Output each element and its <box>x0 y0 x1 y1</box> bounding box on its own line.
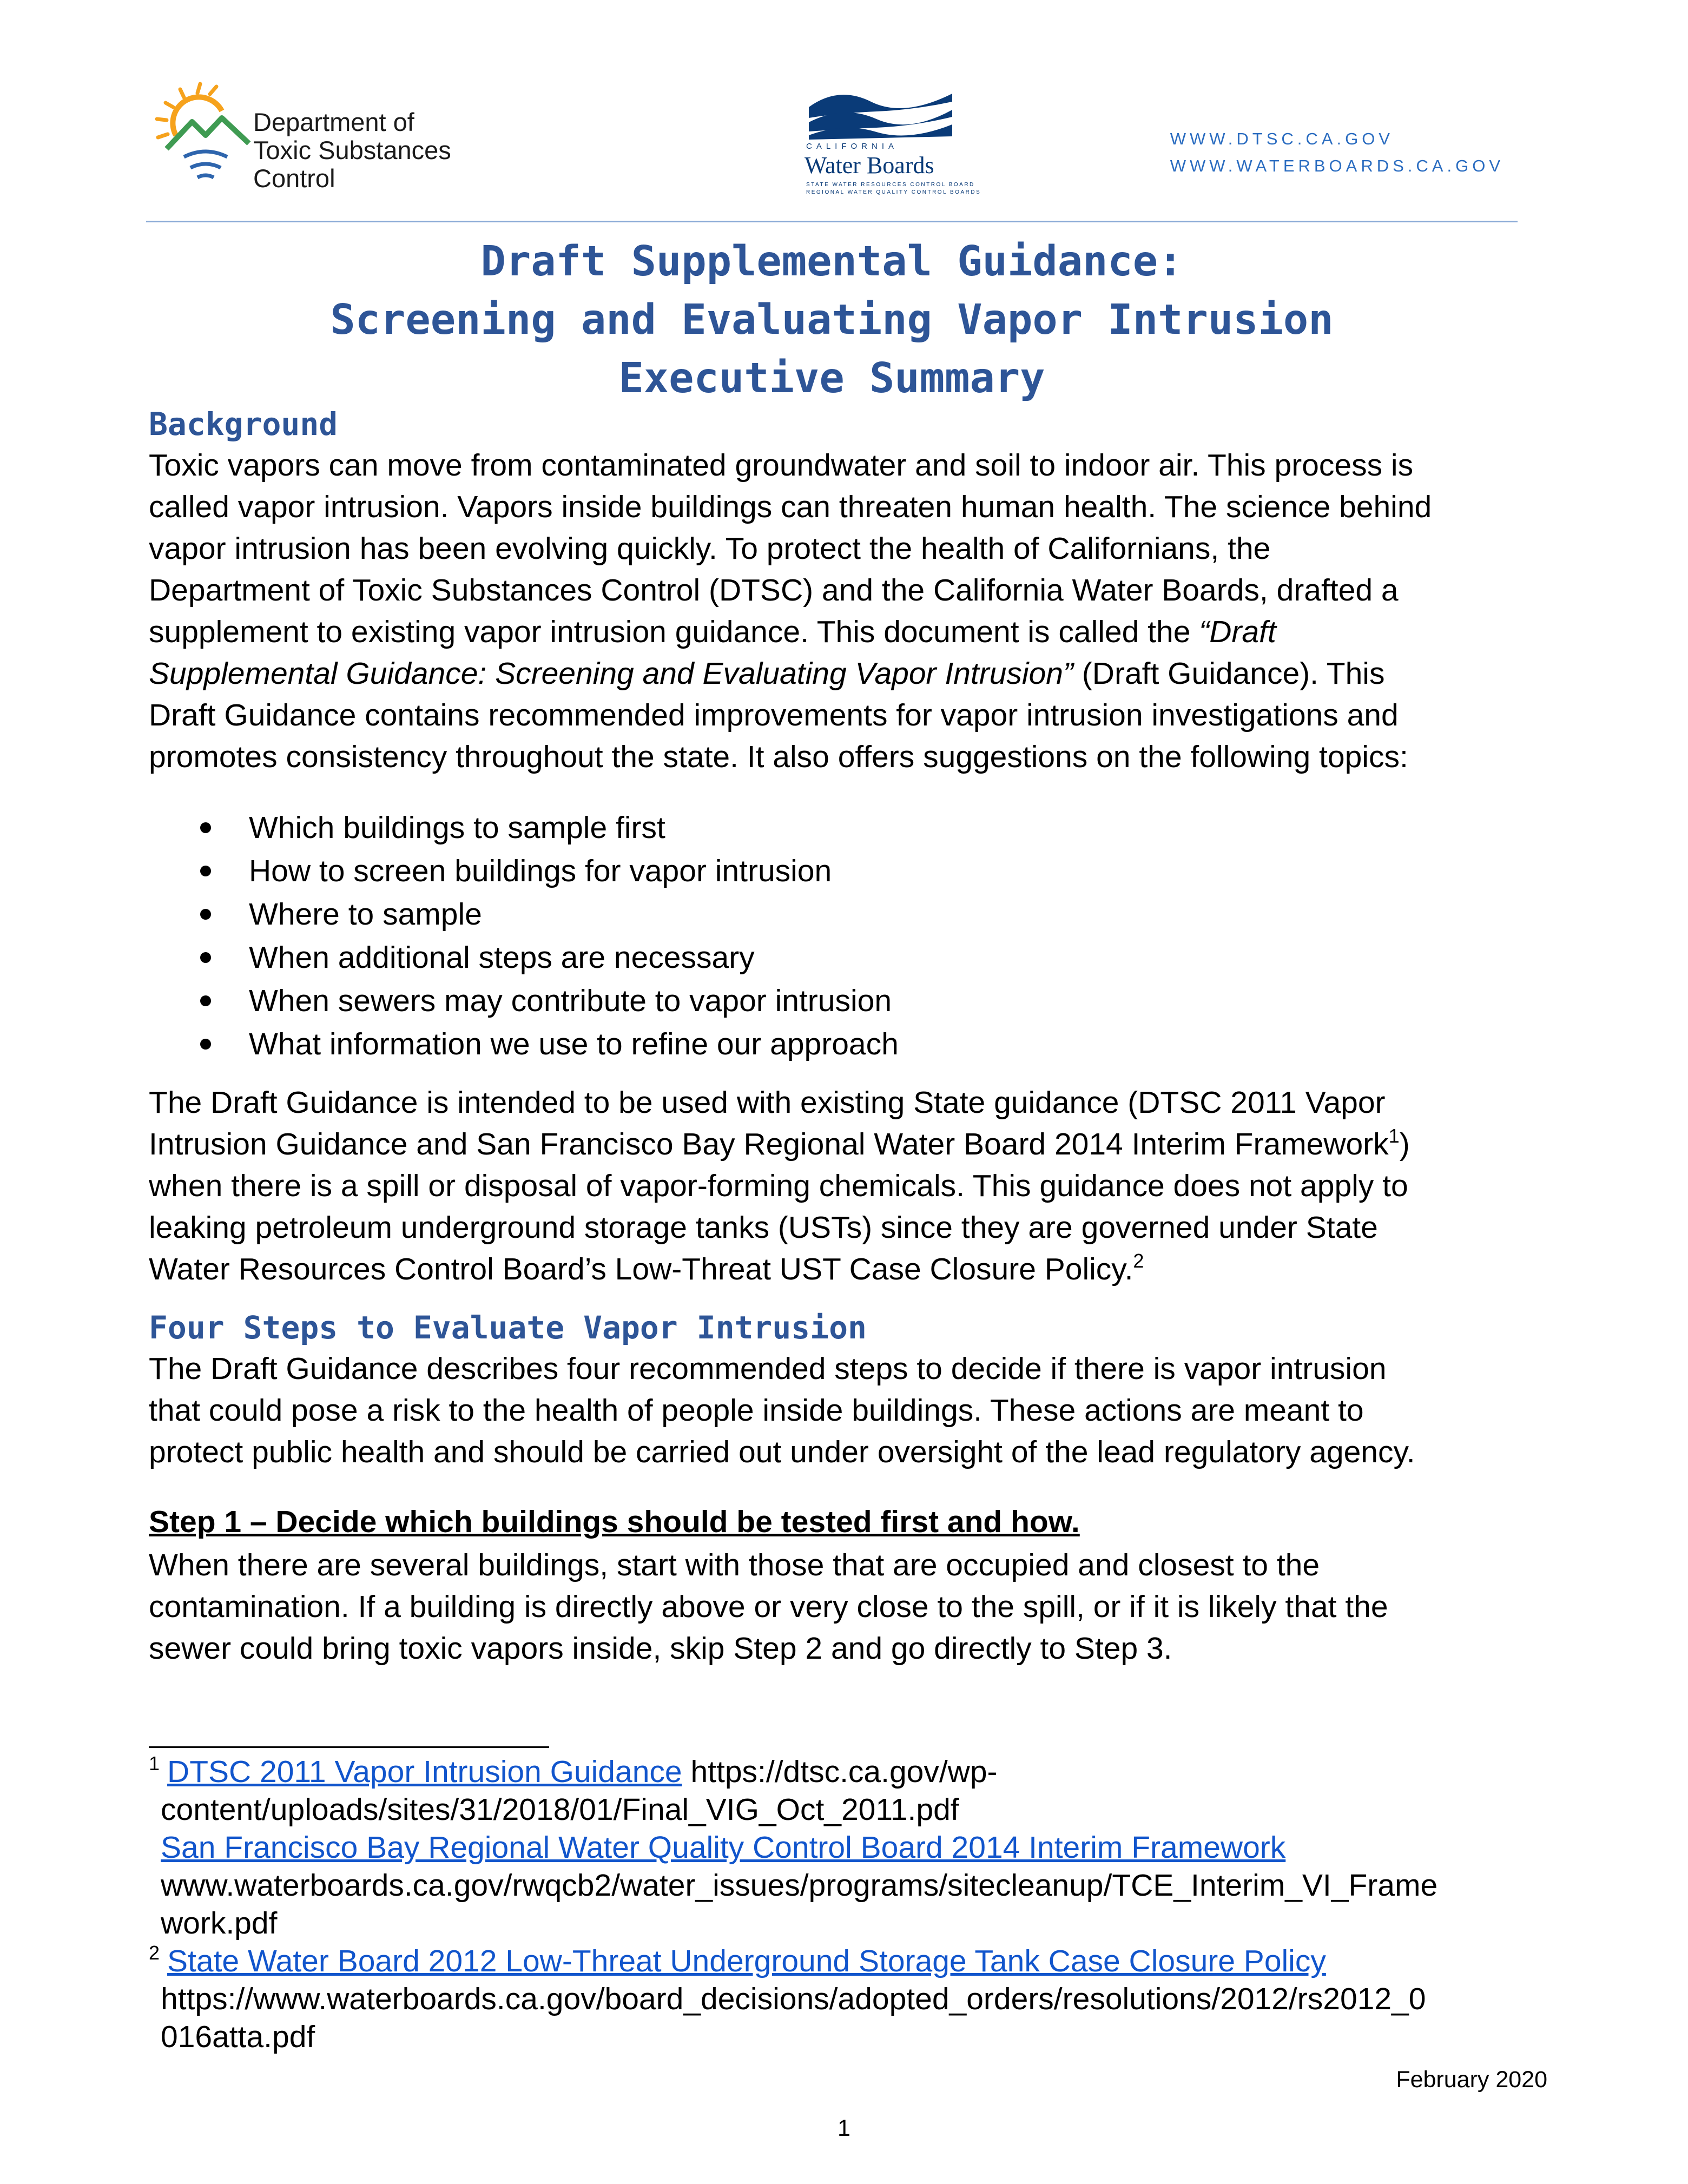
page-number: 1 <box>838 2115 850 2141</box>
list-item-text: When additional steps are necessary <box>249 940 755 975</box>
waterboards-url[interactable]: WWW.WATERBOARDS.CA.GOV <box>1170 156 1504 175</box>
title-line: Screening and Evaluating Vapor Intrusion <box>330 296 1334 344</box>
list-item <box>149 849 899 893</box>
dtsc-name-line: Control <box>253 164 335 193</box>
footnote-ref[interactable]: 2 <box>1133 1250 1144 1272</box>
footnote-url: work.pdf <box>161 1906 278 1941</box>
document-date: February 2020 <box>1396 2067 1547 2093</box>
bullet-icon <box>200 909 211 920</box>
dtsc-url[interactable]: WWW.DTSC.CA.GOV <box>1170 129 1394 148</box>
bullet-icon <box>200 952 211 963</box>
step1-paragraph: When there are several buildings, start with those that are occupied and closest to the contamination. If a building is directly above or very close to the spill, or if it is likely that the sewer could bring toxic vapors inside, skip Step 2 and go directly to Step 3. <box>149 1548 1388 1666</box>
list-item <box>149 806 899 849</box>
footnote-link[interactable]: DTSC 2011 Vapor Intrusion Guidance <box>167 1754 682 1789</box>
paragraph-italic-title: “Draft Supplemental Guidance: Screening and Evaluating Vapor Intrusion” <box>149 615 1276 691</box>
dtsc-name-line: Toxic Substances <box>253 136 451 164</box>
list-item <box>149 893 899 936</box>
list-item-text: When sewers may contribute to vapor intrusion <box>249 984 892 1018</box>
list-item-text: Where to sample <box>249 897 482 932</box>
bullet-icon <box>200 1039 211 1050</box>
list-item <box>149 979 899 1022</box>
footnote-url: content/uploads/sites/31/2018/01/Final_VIG_Oct_2011.pdf <box>161 1792 959 1827</box>
four-steps-heading: Four Steps to Evaluate Vapor Intrusion <box>149 1309 867 1346</box>
bullet-icon <box>200 822 211 833</box>
footnote-number: 1 <box>149 1752 160 1774</box>
list-item-text: Which buildings to sample first <box>249 810 665 845</box>
list-item-text: How to screen buildings for vapor intrusion <box>249 854 832 888</box>
wb-subtitle-line: STATE WATER RESOURCES CONTROL BOARD <box>806 182 975 188</box>
background-paragraph-2 <box>149 1082 1534 1290</box>
list-item-text: What information we use to refine our approach <box>249 1027 899 1061</box>
bullet-icon <box>200 995 211 1006</box>
paragraph-text: (Draft Guidance). This Draft Guidance contains recommended improvements for vapor intrusion investigations and promotes consistency throughout the state. It also offers suggestions on the following topics: <box>149 656 1408 774</box>
topics-list <box>149 806 899 1066</box>
footnote-url: www.waterboards.ca.gov/rwqcb2/water_issues/programs/sitecleanup/TCE_Interim_VI_Frame <box>161 1868 1438 1903</box>
title-line: Executive Summary <box>618 354 1045 403</box>
dtsc-logo-text <box>253 108 451 193</box>
wb-subtitle <box>806 181 981 196</box>
footnote-ref[interactable]: 1 <box>1388 1125 1400 1147</box>
header-divider <box>146 221 1518 222</box>
bullet-icon <box>200 866 211 876</box>
dtsc-name-line: Department of <box>253 108 414 136</box>
footnote-url: https://www.waterboards.ca.gov/board_decisions/adopted_orders/resolutions/2012/rs2012_0 <box>161 1982 1426 2016</box>
footnote-line <box>149 1942 1426 1980</box>
title-line: Draft Supplemental Guidance: <box>480 237 1183 286</box>
footnote-url: 016atta.pdf <box>161 2020 315 2054</box>
footnote-1 <box>149 1753 1438 1942</box>
wb-subtitle-line: REGIONAL WATER QUALITY CONTROL BOARDS <box>806 189 981 195</box>
background-paragraph-1 <box>149 445 1534 778</box>
background-heading: Background <box>149 406 338 443</box>
list-item <box>149 1022 899 1066</box>
wb-name: Water Boards <box>805 152 934 179</box>
wb-state-label: CALIFORNIA <box>806 142 899 151</box>
step1-heading: Step 1 – Decide which buildings should be tested first and how. <box>149 1505 1080 1539</box>
footnote-line <box>149 1829 1438 1866</box>
paragraph-text: ) when there is a spill or disposal of vapor-forming chemicals. This guidance does not apply to leaking petroleum underground storage tanks (USTs) since they are governed under State Water Resources Control Board’s Low-Threat UST Case Closure Policy. <box>149 1127 1410 1286</box>
header-urls <box>1170 126 1504 180</box>
paragraph-text: The Draft Guidance is intended to be used with existing State guidance (DTSC 2011 Vapor Intrusion Guidance and San Francisco Bay Regional Water Board 2014 Interim Framework <box>149 1085 1389 1162</box>
footnote-divider <box>149 1746 549 1748</box>
footnote-link[interactable]: San Francisco Bay Regional Water Quality Control Board 2014 Interim Framework <box>161 1830 1286 1865</box>
paragraph-text: Toxic vapors can move from contaminated groundwater and soil to indoor air. This process is called vapor intrusion. Vapors inside buildings can threaten human health. The science behind vapor intrusion has been evolving quickly. To protect the health of Californians, the Department of Toxic Substances Control (DTSC) and the California Water Boards, drafted a supplement to existing vapor intrusion guidance. This document is called the <box>149 448 1432 649</box>
footnote-url: https://dtsc.ca.gov/wp- <box>682 1754 998 1789</box>
list-item <box>149 936 899 979</box>
document-title <box>146 233 1518 408</box>
four-steps-paragraph: The Draft Guidance describes four recommended steps to decide if there is vapor intrusion that could pose a risk to the health of people inside buildings. These actions are meant to protect public health and should be carried out under oversight of the lead regulatory agency. <box>149 1351 1415 1469</box>
footnote-number: 2 <box>149 1942 160 1964</box>
footnote-2 <box>149 1942 1426 2056</box>
footnote-link[interactable]: State Water Board 2012 Low-Threat Underground Storage Tank Case Closure Policy <box>167 1944 1326 1978</box>
footnote-line <box>149 1753 1438 1791</box>
